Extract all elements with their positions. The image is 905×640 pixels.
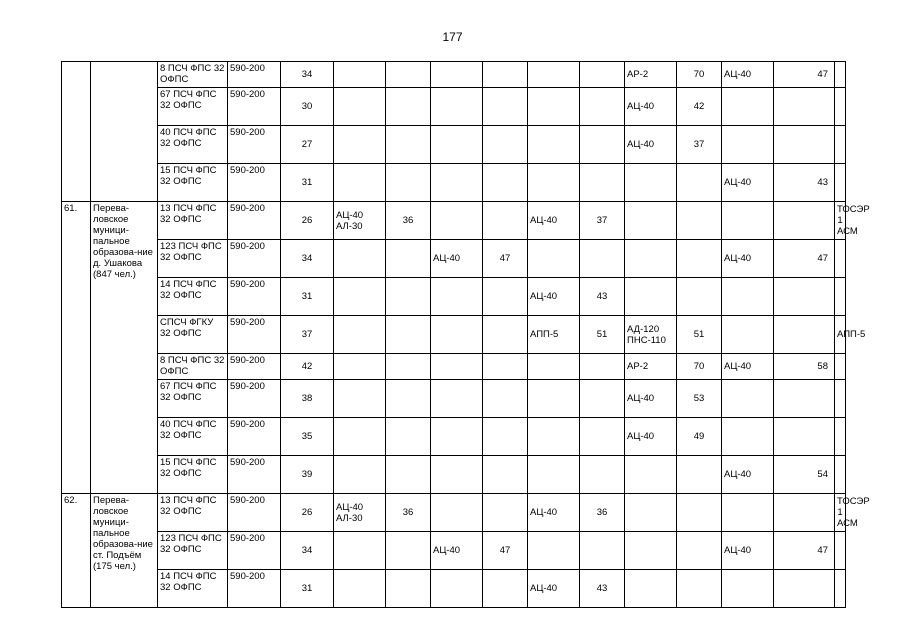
cell-c2: АЦ-40 [431,532,483,570]
cell-c2 [431,494,483,532]
cell-c3 [528,240,580,278]
table-row [62,456,846,494]
cell-rank: 590-200 [228,88,281,126]
cell-t: 26 [281,202,334,240]
cell-c5 [722,316,774,354]
cell-rank: 590-200 [228,316,281,354]
cell-c2 [431,354,483,380]
cell-rank: 590-200 [228,532,281,570]
cell-c4t [677,494,722,532]
cell-c3 [528,354,580,380]
cell-c1t [386,164,431,202]
cell-c3 [528,456,580,494]
cell-c3t [580,88,625,126]
cell-c2t [483,354,528,380]
cell-c1t [386,240,431,278]
cell-c5 [722,126,774,164]
cell-c3: АЦ-40 [528,494,580,532]
cell-c2t [483,164,528,202]
cell-rank: 590-200 [228,494,281,532]
cell-c1 [334,570,386,608]
cell-c1 [334,126,386,164]
cell-rank: 590-200 [228,278,281,316]
cell-c5 [722,570,774,608]
cell-rank: 590-200 [228,380,281,418]
cell-c2 [431,418,483,456]
table-row [62,418,846,456]
cell-c4: АЦ-40 [625,380,677,418]
fire-unit: 13 ПСЧ ФПС 32 ОФПС [158,202,228,240]
cell-c2 [431,570,483,608]
cell-c5t [774,418,835,456]
cell-c5t [774,316,835,354]
cell-c2t [483,570,528,608]
cell-c4t: 53 [677,380,722,418]
cell-c1t: 36 [386,494,431,532]
table-row [62,570,846,608]
cell-c5 [722,202,774,240]
cell-rank: 590-200 [228,202,281,240]
cell-c3t [580,456,625,494]
cell-c3t: 43 [580,570,625,608]
cell-c6: ТОСЭР 1 АСМ [835,494,846,532]
cell-c1 [334,316,386,354]
cell-c3 [528,418,580,456]
cell-c2t: 47 [483,532,528,570]
cell-c2 [431,62,483,88]
fire-unit: 8 ПСЧ ФПС 32 ОФПС [158,354,228,380]
cell-c2 [431,202,483,240]
cell-t: 42 [281,354,334,380]
cell-c1t [386,278,431,316]
cell-c4: АР-2 [625,62,677,88]
cell-rank: 590-200 [228,240,281,278]
fire-unit: 123 ПСЧ ФПС 32 ОФПС [158,240,228,278]
cell-rank: 590-200 [228,164,281,202]
cell-c3: АЦ-40 [528,570,580,608]
cell-c3t [580,354,625,380]
cell-c1 [334,380,386,418]
cell-c2t [483,278,528,316]
cell-c6 [835,380,846,418]
cell-c4: АР-2 [625,354,677,380]
cell-c2t [483,494,528,532]
table-row [62,126,846,164]
cell-c1 [334,88,386,126]
cell-c1 [334,456,386,494]
cell-c5t [774,126,835,164]
cell-c5t [774,494,835,532]
cell-c2 [431,380,483,418]
cell-c3t: 43 [580,278,625,316]
settlement-number: 61. [62,202,91,494]
cell-c1 [334,62,386,88]
cell-c5 [722,494,774,532]
cell-c6 [835,570,846,608]
cell-c2t: 47 [483,240,528,278]
cell-c4: АЦ-40 [625,88,677,126]
cell-c6 [835,164,846,202]
cell-c3t [580,126,625,164]
cell-t: 35 [281,418,334,456]
cell-c6 [835,418,846,456]
table-row [62,532,846,570]
cell-c4t [677,202,722,240]
cell-c1t [386,88,431,126]
fire-unit: 8 ПСЧ ФПС 32 ОФПС [158,62,228,88]
cell-t: 39 [281,456,334,494]
cell-c2 [431,88,483,126]
cell-c6 [835,278,846,316]
fire-unit: 67 ПСЧ ФПС 32 ОФПС [158,88,228,126]
cell-rank: 590-200 [228,570,281,608]
cell-c1t [386,570,431,608]
cell-c2t [483,62,528,88]
cell-c3 [528,62,580,88]
cell-c4t [677,240,722,278]
cell-c6: АПП-5 [835,316,846,354]
cell-c2 [431,316,483,354]
table-row [62,240,846,278]
cell-c5 [722,278,774,316]
cell-c1t [386,316,431,354]
settlement-name: Перева-ловское муници-пальное образова-ние д. Ушакова (847 чел.) [91,202,158,494]
cell-c1 [334,418,386,456]
cell-c5t [774,202,835,240]
fire-unit: СПСЧ ФГКУ 32 ОФПС [158,316,228,354]
cell-c4t [677,570,722,608]
cell-c6: ТОСЭР 1 АСМ [835,202,846,240]
cell-t: 34 [281,240,334,278]
cell-t: 30 [281,88,334,126]
cell-c3: АЦ-40 [528,202,580,240]
cell-c3t [580,532,625,570]
cell-c3 [528,126,580,164]
cell-c5t: 58 [774,354,835,380]
cell-c5t: 47 [774,532,835,570]
cell-c1 [334,532,386,570]
cell-c3t [580,62,625,88]
cell-c6 [835,62,846,88]
cell-c5: АЦ-40 [722,240,774,278]
cell-c5t: 47 [774,62,835,88]
cell-c5: АЦ-40 [722,532,774,570]
cell-c2 [431,126,483,164]
cell-t: 34 [281,62,334,88]
cell-c2t [483,316,528,354]
cell-c4 [625,240,677,278]
cell-c6 [835,126,846,164]
cell-c2t [483,202,528,240]
cell-c3 [528,164,580,202]
cell-c5t [774,88,835,126]
page-number: 177 [442,30,463,44]
cell-t: 27 [281,126,334,164]
cell-c1t [386,380,431,418]
fire-unit: 67 ПСЧ ФПС 32 ОФПС [158,380,228,418]
table-row [62,316,846,354]
cell-c4 [625,202,677,240]
cell-c3t [580,240,625,278]
cell-c4: АД-120 ПНС-110 [625,316,677,354]
fire-unit: 14 ПСЧ ФПС 32 ОФПС [158,278,228,316]
cell-c5t: 47 [774,240,835,278]
table-row [62,354,846,380]
cell-c5t: 43 [774,164,835,202]
settlement-name: Перева-ловское муници-пальное образова-ние ст. Подъём (175 чел.) [91,494,158,608]
cell-c4: АЦ-40 [625,418,677,456]
cell-c1t [386,418,431,456]
cell-c3 [528,532,580,570]
cell-c5 [722,380,774,418]
settlement-name [91,62,158,202]
cell-rank: 590-200 [228,62,281,88]
cell-c1: АЦ-40 АЛ-30 [334,494,386,532]
table-row [62,164,846,202]
cell-c3t: 37 [580,202,625,240]
cell-c3 [528,88,580,126]
cell-c4t: 51 [677,316,722,354]
cell-c3 [528,380,580,418]
cell-c6 [835,456,846,494]
cell-c2: АЦ-40 [431,240,483,278]
cell-c1 [334,354,386,380]
cell-c4 [625,278,677,316]
cell-c4t: 70 [677,62,722,88]
cell-c2 [431,164,483,202]
cell-c1t [386,354,431,380]
cell-c4t [677,532,722,570]
cell-c1t [386,126,431,164]
cell-c4t: 37 [677,126,722,164]
cell-c4: АЦ-40 [625,126,677,164]
cell-t: 37 [281,316,334,354]
cell-c3t: 51 [580,316,625,354]
cell-c3t [580,418,625,456]
cell-c1t: 36 [386,202,431,240]
settlement-number [62,62,91,202]
fire-unit: 40 ПСЧ ФПС 32 ОФПС [158,418,228,456]
fire-unit: 13 ПСЧ ФПС 32 ОФПС [158,494,228,532]
cell-c4 [625,164,677,202]
cell-c4t: 70 [677,354,722,380]
cell-c3t: 36 [580,494,625,532]
cell-c4t: 49 [677,418,722,456]
cell-c4t: 42 [677,88,722,126]
cell-c5: АЦ-40 [722,164,774,202]
cell-c1 [334,278,386,316]
cell-c5: АЦ-40 [722,456,774,494]
cell-c6 [835,240,846,278]
cell-t: 38 [281,380,334,418]
cell-c5t [774,570,835,608]
cell-c5t [774,278,835,316]
fire-deployment-table [61,61,870,608]
cell-c4 [625,494,677,532]
fire-unit: 123 ПСЧ ФПС 32 ОФПС [158,532,228,570]
cell-c2 [431,456,483,494]
cell-c6 [835,354,846,380]
cell-c4 [625,532,677,570]
table-row [62,62,846,88]
cell-c5 [722,418,774,456]
cell-t: 34 [281,532,334,570]
cell-c5t [774,380,835,418]
cell-c6 [835,532,846,570]
cell-c4t [677,164,722,202]
cell-c1t [386,62,431,88]
table-row [62,380,846,418]
cell-c2t [483,88,528,126]
cell-t: 31 [281,164,334,202]
cell-c5: АЦ-40 [722,354,774,380]
cell-c1 [334,240,386,278]
cell-c2t [483,380,528,418]
cell-c3t [580,380,625,418]
table-row [62,494,846,532]
cell-c4 [625,456,677,494]
cell-rank: 590-200 [228,456,281,494]
cell-rank: 590-200 [228,354,281,380]
cell-rank: 590-200 [228,418,281,456]
cell-c4t [677,278,722,316]
cell-c2t [483,418,528,456]
fire-unit: 14 ПСЧ ФПС 32 ОФПС [158,570,228,608]
cell-c3: АЦ-40 [528,278,580,316]
cell-c5 [722,88,774,126]
cell-c3: АПП-5 [528,316,580,354]
cell-c5: АЦ-40 [722,62,774,88]
cell-c1: АЦ-40 АЛ-30 [334,202,386,240]
cell-c1 [334,164,386,202]
cell-c5t: 54 [774,456,835,494]
cell-c6 [835,88,846,126]
table-row [62,88,846,126]
cell-c4t [677,456,722,494]
cell-t: 31 [281,278,334,316]
cell-c1t [386,532,431,570]
cell-rank: 590-200 [228,126,281,164]
table-row [62,202,846,240]
cell-c4 [625,570,677,608]
settlement-number: 62. [62,494,91,608]
cell-c3t [580,164,625,202]
fire-unit: 15 ПСЧ ФПС 32 ОФПС [158,456,228,494]
table-row [62,278,846,316]
cell-t: 31 [281,570,334,608]
fire-unit: 15 ПСЧ ФПС 32 ОФПС [158,164,228,202]
cell-c2 [431,278,483,316]
cell-c2t [483,456,528,494]
fire-unit: 40 ПСЧ ФПС 32 ОФПС [158,126,228,164]
cell-c2t [483,126,528,164]
cell-t: 26 [281,494,334,532]
cell-c1t [386,456,431,494]
